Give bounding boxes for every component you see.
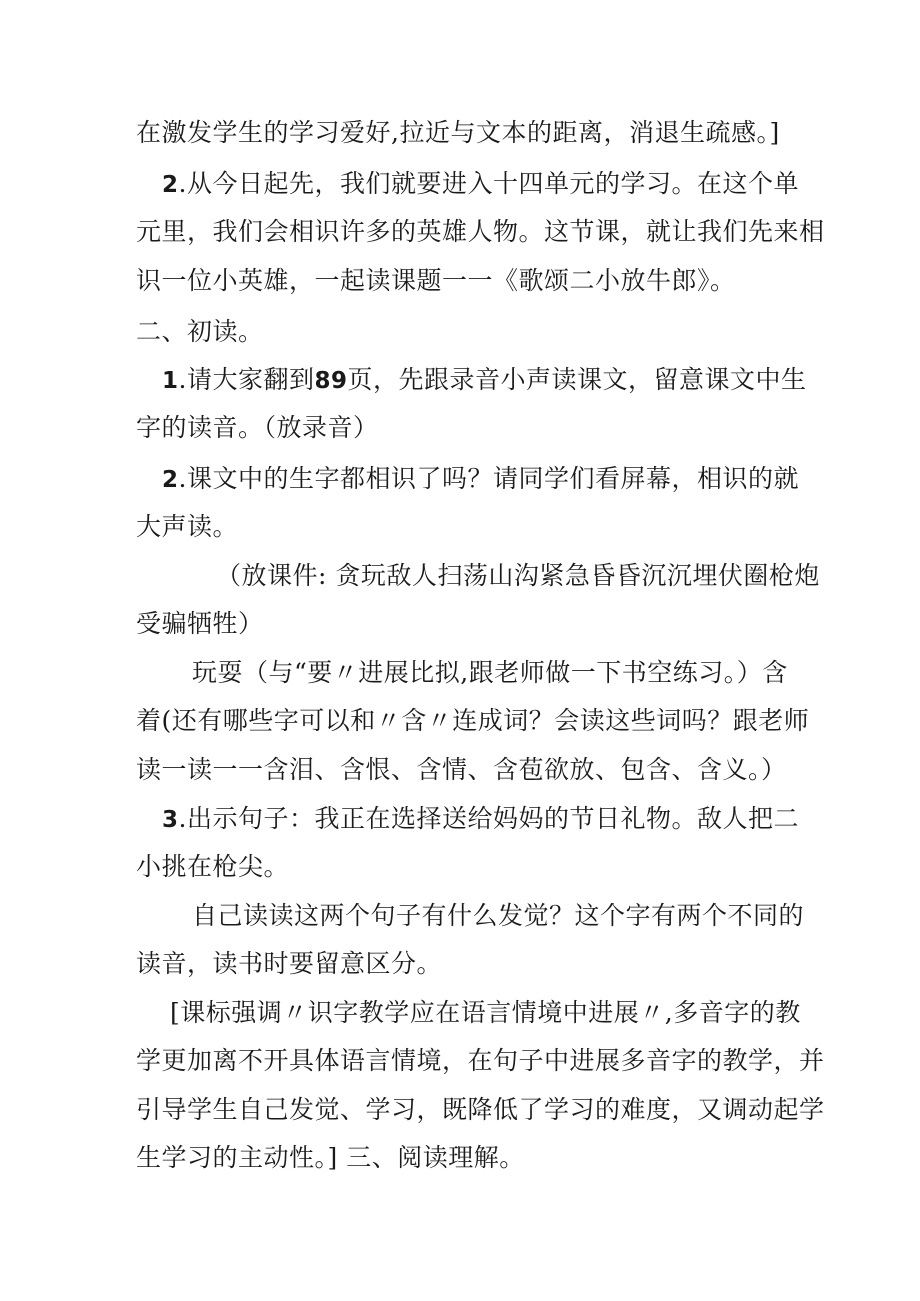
text-line xyxy=(136,216,825,248)
text-line xyxy=(136,1045,825,1077)
page-number: 89 xyxy=(314,368,348,394)
line-text: 学更加离不开具体语言情境，在句子中进展多音字的教学，并 xyxy=(136,1046,825,1075)
text-line xyxy=(136,117,780,149)
text-line xyxy=(170,997,801,1029)
text-line xyxy=(136,705,809,737)
text-line xyxy=(136,1142,525,1174)
line-text: 自己读读这两个句子有什么发觉？这个字有两个不同的 xyxy=(192,901,805,930)
text-line xyxy=(136,412,379,444)
line-text: 小挑在枪尖。 xyxy=(136,852,290,881)
line-text: .从今日起先，我们就要进入十四单元的学习。在这个单 xyxy=(178,169,799,198)
list-item xyxy=(162,364,807,397)
list-item xyxy=(162,803,799,836)
list-item xyxy=(162,463,799,496)
item-number: 3 xyxy=(162,807,179,833)
line-text: 生学习的主动性。] 三、阅读理解。 xyxy=(136,1143,525,1172)
line-text: 大声读。 xyxy=(136,512,239,541)
line-text: [课标强调〃识字教学应在语言情境中进展〃,多音字的教 xyxy=(170,998,801,1027)
text-line xyxy=(136,948,442,980)
line-text: 引导学生自己发觉、学习，既降低了学习的难度，又调动起学 xyxy=(136,1095,825,1124)
line-text: 在激发学生的学习爱好,拉近与文本的距离，消退生疏感。] xyxy=(136,118,780,147)
text-line xyxy=(136,754,787,786)
item-number: 2 xyxy=(162,172,179,198)
line-text: 读一读一一含泪、含恨、含情、含苞欲放、包含、含义。） xyxy=(136,755,787,784)
text-line xyxy=(136,265,736,297)
text-line xyxy=(136,511,238,543)
line-text: 二、初读。 xyxy=(136,317,264,346)
line-text: 识一位小英雄，一起读课题一一《歌颂二小放牛郎》。 xyxy=(136,266,736,295)
line-text: 着(还有哪些字可以和〃含〃连成词？会读这些词吗？跟老师 xyxy=(136,706,810,735)
line-text: 受骗牺牲） xyxy=(136,609,264,638)
line-text: 读音，读书时要留意区分。 xyxy=(136,949,443,978)
item-number: 1 xyxy=(162,368,179,394)
line-text: （放课件: 贪玩敌人扫荡山沟紧急昏昏沉沉埋伏圈枪炮 xyxy=(216,561,820,590)
line-text: .课文中的生字都相识了吗？请同学们看屏幕，相识的就 xyxy=(178,464,799,493)
section-heading xyxy=(136,316,264,348)
line-text: 玩耍（与“要〃进展比拟,跟老师做一下书空练习。）含 xyxy=(192,658,788,687)
line-text: 字的读音。（放录音） xyxy=(136,413,379,442)
line-text: 页，先跟录音小声读课文，留意课文中生 xyxy=(347,365,807,394)
text-line xyxy=(136,608,264,640)
text-line xyxy=(192,900,804,932)
line-text: 元里，我们会相识许多的英雄人物。这节课，就让我们先来相 xyxy=(136,217,825,246)
text-line xyxy=(216,560,820,592)
text-line xyxy=(192,657,788,689)
item-number: 2 xyxy=(162,467,179,493)
line-text: .请大家翻到 xyxy=(178,365,315,394)
text-line xyxy=(136,1094,825,1126)
text-line xyxy=(136,851,289,883)
line-text: .出示句子：我正在选择送给妈妈的节日礼物。敌人把二 xyxy=(178,804,799,833)
list-item xyxy=(162,168,799,201)
